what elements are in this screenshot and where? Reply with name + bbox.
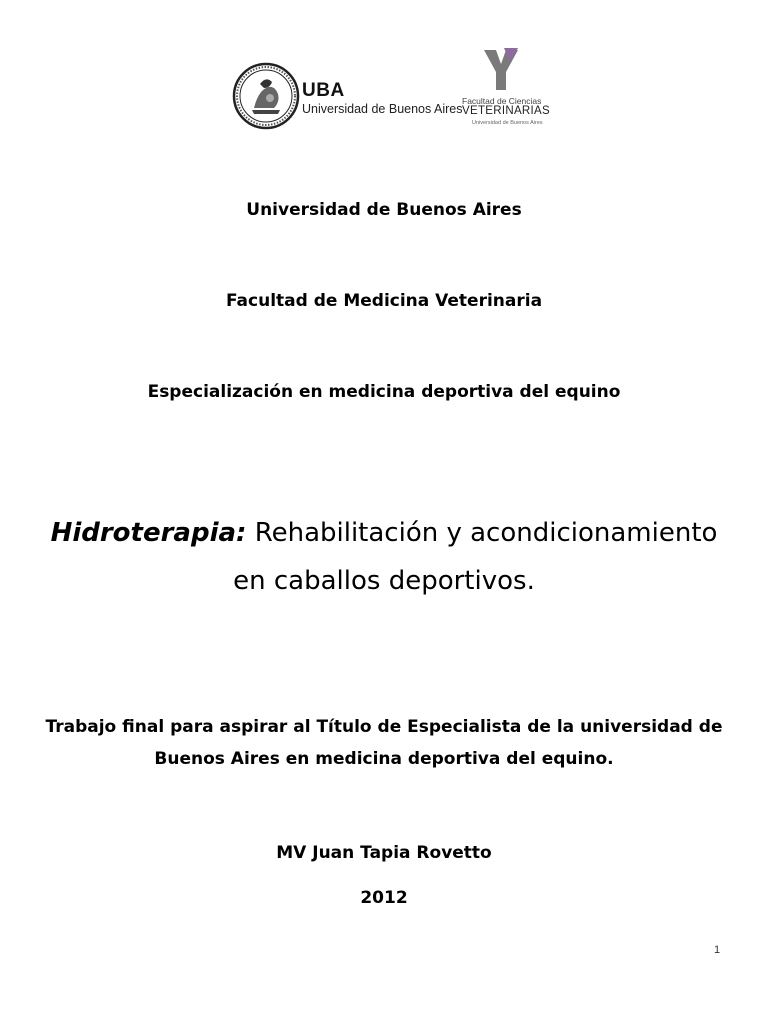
thesis-title-rest: Rehabilitación y acondicionamiento — [246, 518, 718, 548]
page-number: 1 — [714, 944, 721, 956]
purpose-line-1: Trabajo final para aspirar al Título de Especialista de la universidad de — [45, 717, 723, 737]
uba-acronym: UBA — [302, 80, 345, 101]
university-heading: Universidad de Buenos Aires — [246, 200, 522, 220]
fcv-faculty-label: Facultad de Ciencias — [462, 96, 542, 106]
purpose-line-2: Buenos Aires en medicina deportiva del equino. — [154, 749, 614, 769]
uba-wordmark — [302, 80, 462, 120]
specialization-heading: Especialización en medicina deportiva del equino — [147, 382, 621, 402]
fcv-veterinarias-label: VETERINARIAS — [462, 105, 550, 117]
year: 2012 — [360, 888, 408, 908]
fcv-emblem-icon — [482, 46, 520, 92]
faculty-heading: Facultad de Medicina Veterinaria — [225, 291, 543, 311]
author-name: MV Juan Tapia Rovetto — [276, 843, 492, 863]
uba-seal-logo — [232, 62, 300, 130]
fcv-university-label: Universidad de Buenos Aires — [472, 120, 543, 126]
thesis-title-line2: en caballos deportivos. — [233, 566, 535, 596]
header-logos — [228, 46, 558, 138]
thesis-title-line1 — [0, 518, 768, 548]
thesis-title-italic: Hidroterapia: — [50, 518, 247, 548]
fcv-logo — [458, 46, 554, 138]
uba-full-name: Universidad de Buenos Aires — [302, 102, 463, 116]
